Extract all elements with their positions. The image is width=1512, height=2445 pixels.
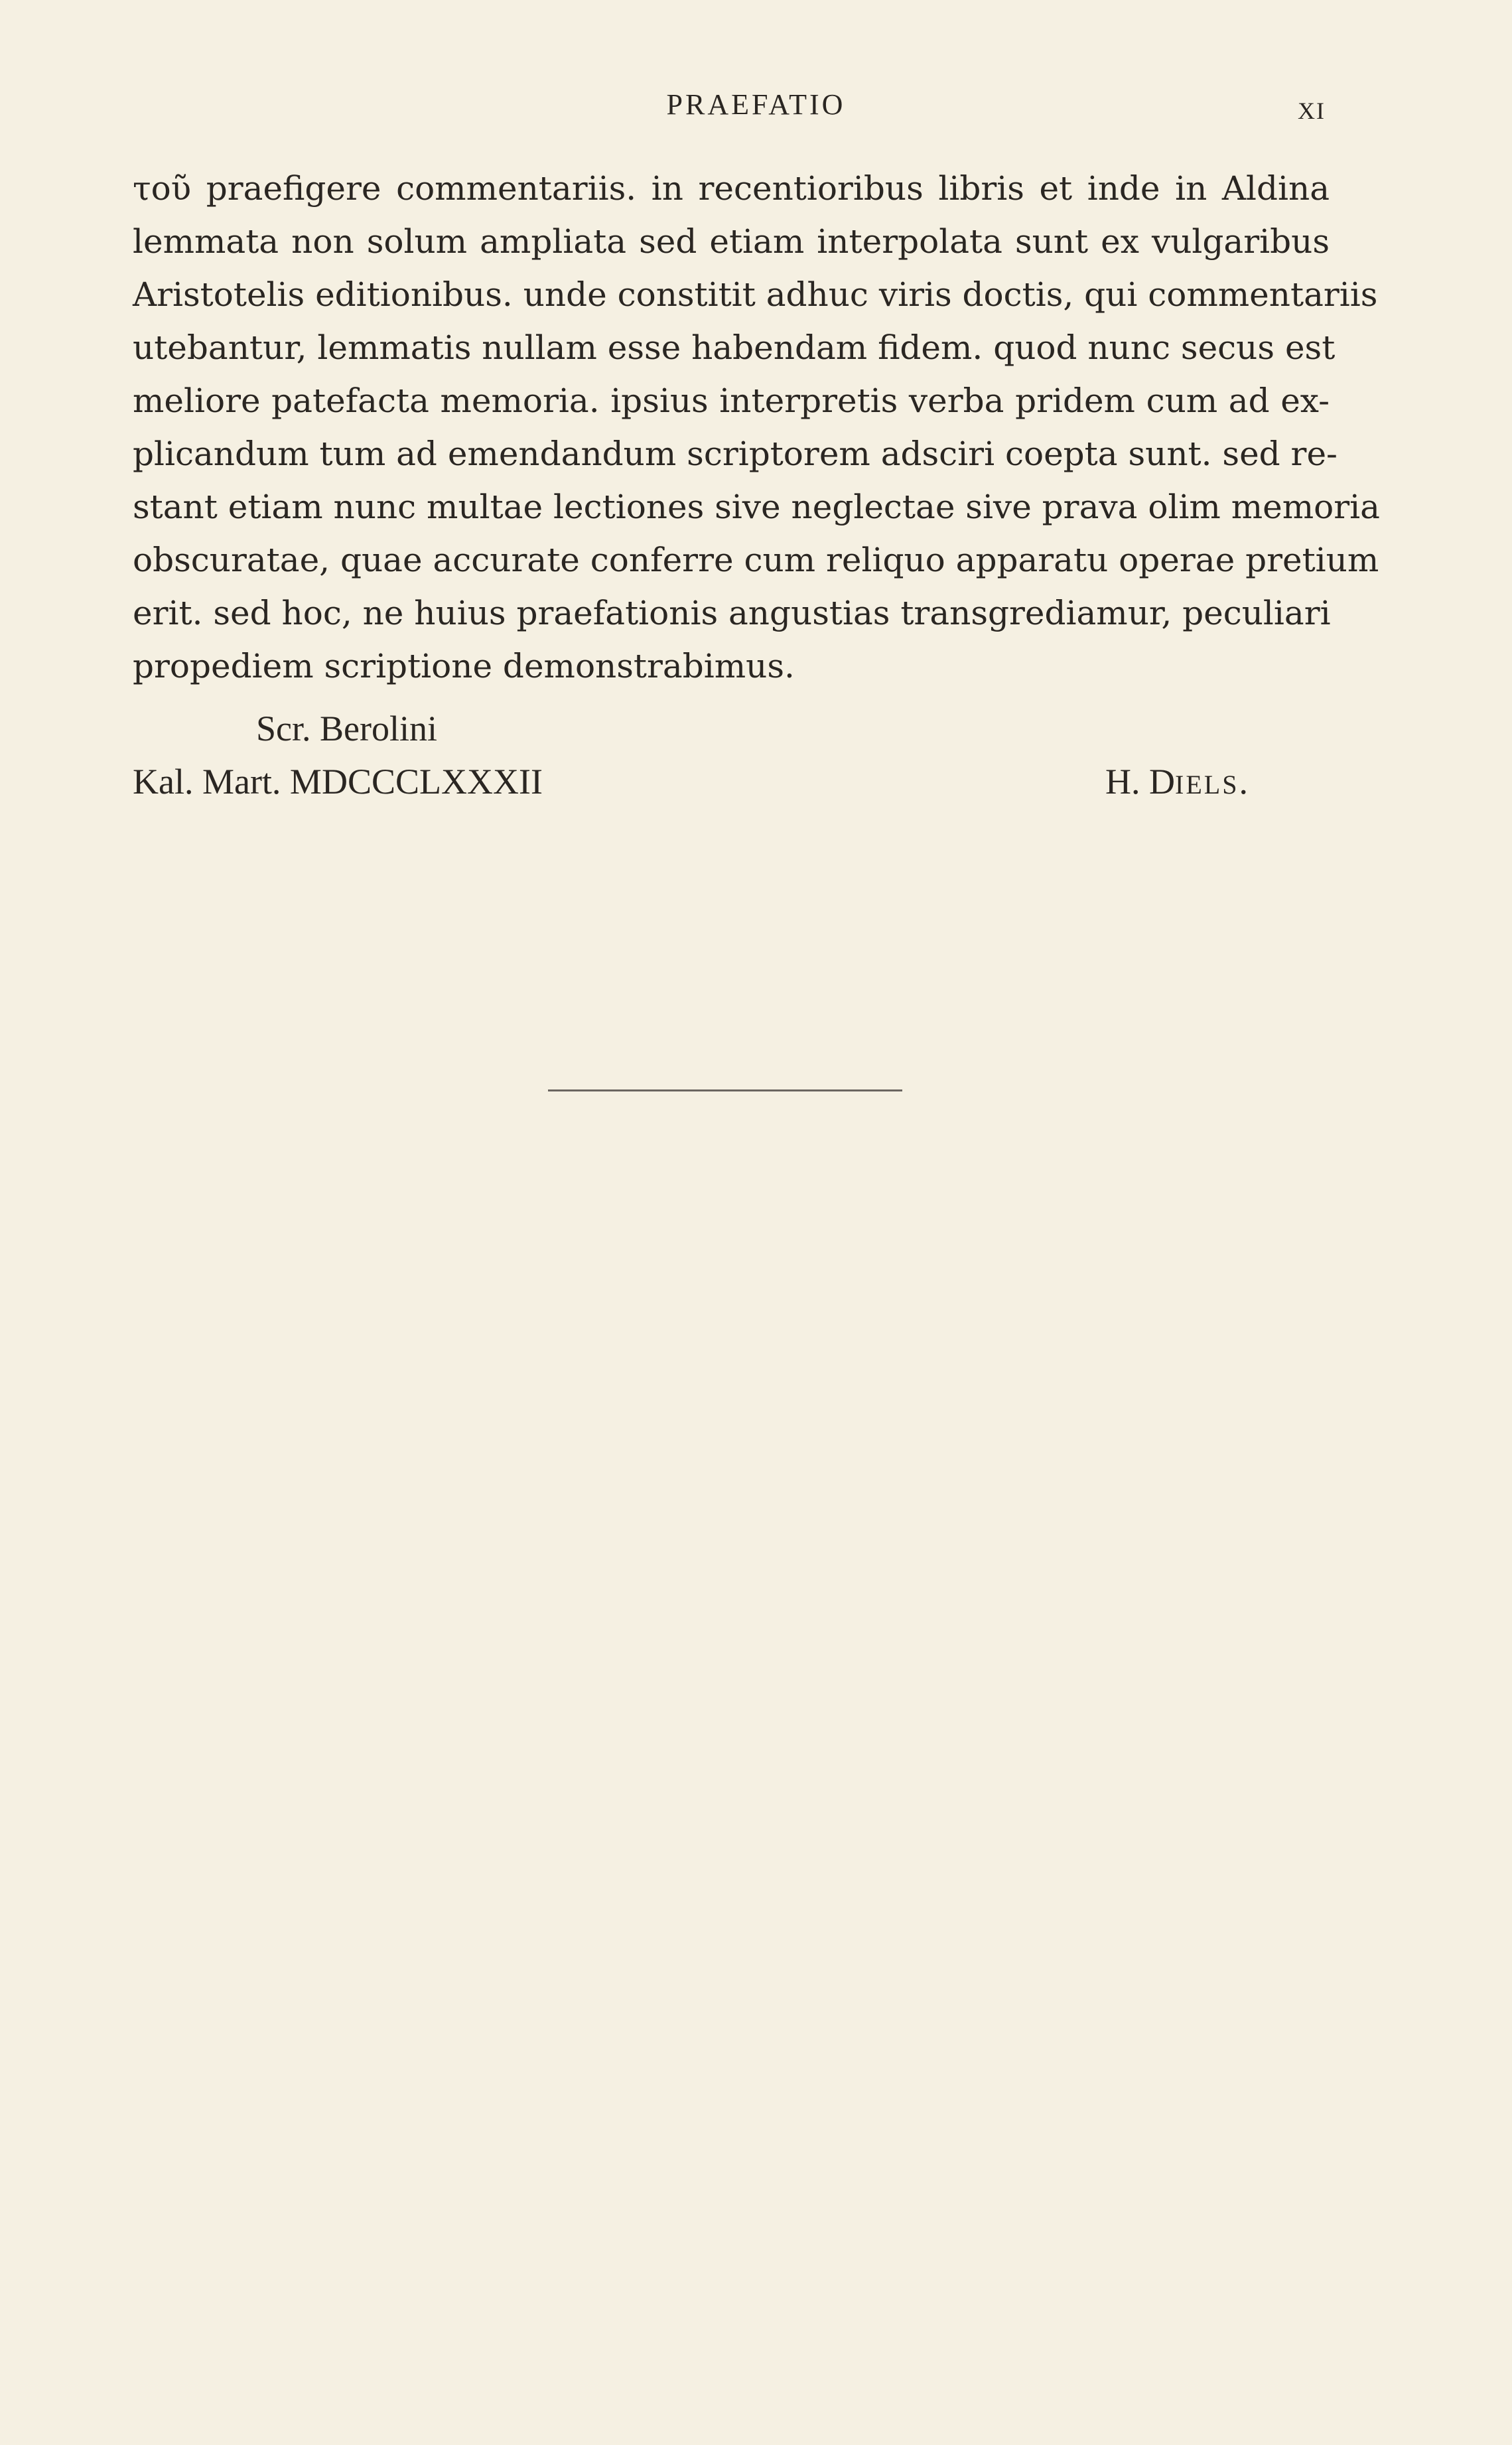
author-initial: H.	[1105, 762, 1140, 802]
text-line: meliore patefacta memoria. ipsius interpretis verba pridem cum ad ex-	[133, 382, 1330, 420]
author-name-first: D	[1149, 762, 1175, 802]
signoff-dateline	[133, 755, 1330, 808]
body-text	[133, 162, 1380, 693]
running-title: PRAEFATIO	[666, 88, 846, 121]
text-line: τοῦ praefigere commentariis. in recentioribus libris et inde in Aldina	[133, 169, 1330, 208]
text-line: obscuratae, quae accurate conferre cum reliquo apparatu operae pretium	[133, 541, 1379, 579]
page-number: XI	[1298, 98, 1326, 124]
signoff-date: Kal. Mart. MDCCCLXXXII	[133, 762, 543, 802]
text-line: erit. sed hoc, ne huius praefationis angustias transgrediamur, peculiari	[133, 594, 1331, 632]
signoff-place: Scr. Berolini	[256, 709, 437, 748]
author-name-rest: IELS	[1175, 770, 1239, 800]
signoff	[133, 702, 1330, 808]
text-line: stant etiam nunc multae lectiones sive neglectae sive prava olim memoria	[133, 488, 1380, 526]
text-line: utebantur, lemmatis nullam esse habendam fidem. quod nunc secus est	[133, 328, 1336, 367]
author-period: .	[1239, 762, 1248, 802]
text-line: plicandum tum ad emendandum scriptorem adsciri coepta sunt. sed re-	[133, 435, 1338, 473]
text-line: lemmata non solum ampliata sed etiam interpolata sunt ex vulgaribus	[133, 222, 1330, 261]
text-line: Aristotelis editionibus. unde constitit adhuc viris doctis, qui commentariis	[133, 275, 1378, 314]
section-rule	[548, 1089, 902, 1091]
author-signature	[1105, 755, 1248, 811]
text-line: propediem scriptione demonstrabimus.	[133, 647, 795, 685]
